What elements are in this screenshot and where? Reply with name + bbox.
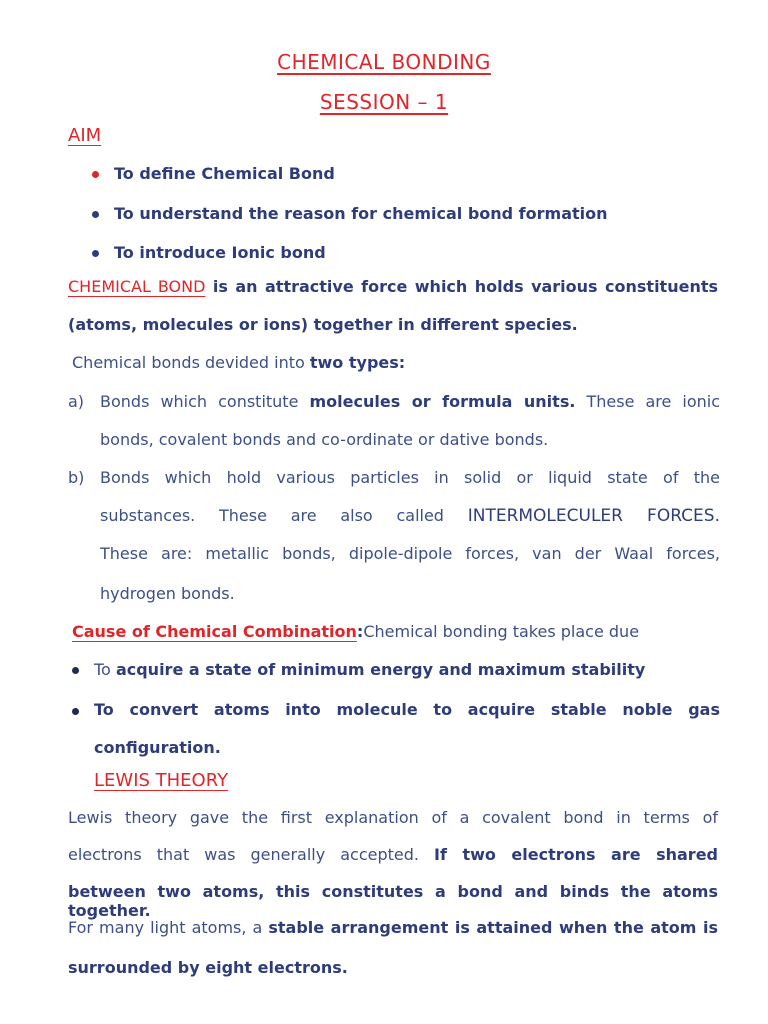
bullet-icon: [72, 667, 79, 674]
chemical-bond-term: CHEMICAL BOND: [68, 277, 206, 296]
cause-item: [94, 660, 645, 679]
cause-item-text: configuration.: [94, 738, 221, 757]
lewis-bold: between two atoms, this constitutes a bond and binds the atoms together.: [68, 882, 718, 920]
lewis-bold: If two electrons are shared: [434, 845, 718, 864]
type-a-bold: molecules or formula units.: [309, 392, 576, 411]
type-b-line: [100, 506, 720, 526]
type-a-line: [100, 392, 720, 411]
cause-heading: Cause of Chemical Combination: [72, 622, 357, 641]
aim-heading: AIM: [68, 125, 102, 146]
lewis-bold: stable arrangement is attained when the atom is: [268, 918, 718, 937]
type-b-text: Bonds which hold various particles in solid or liquid state of the: [100, 468, 720, 487]
list-marker: b): [68, 468, 85, 487]
document-title: CHEMICAL BONDING: [277, 50, 491, 74]
lewis-line: [68, 918, 718, 937]
definition-text: is an attractive force which holds various constituents: [212, 277, 719, 296]
definition-text: (atoms, molecules or ions) together in different species.: [68, 315, 578, 334]
lewis-text: For many light atoms, a: [68, 918, 269, 937]
lewis-bold: surrounded by eight electrons.: [68, 958, 348, 977]
bullet-icon: [72, 708, 79, 715]
cause-item-bold: acquire a state of minimum energy and maximum stability: [115, 660, 646, 679]
lewis-heading: LEWIS THEORY: [94, 770, 229, 791]
type-b-text: hydrogen bonds.: [100, 584, 235, 603]
cause-text: Chemical bonding takes place due: [363, 622, 640, 641]
type-a-text: bonds, covalent bonds and co-ordinate or dative bonds.: [100, 430, 549, 449]
type-a-text: Bonds which constitute: [100, 392, 310, 411]
types-intro-bold: two types:: [309, 353, 406, 372]
types-intro-text: Chemical bonds devided into: [72, 353, 310, 372]
lewis-line: [68, 845, 718, 864]
chemical-bond-definition-line: [68, 277, 718, 296]
type-a-text: These are ionic: [575, 392, 721, 411]
bullet-icon: [92, 250, 99, 257]
cause-colon: :: [356, 622, 364, 641]
session-heading: SESSION – 1: [319, 90, 449, 114]
type-b-text: These are: metallic bonds, dipole-dipole forces, van der Waal forces,: [100, 544, 720, 563]
aim-item: To introduce Ionic bond: [114, 243, 326, 262]
lewis-text: Lewis theory gave the first explanation of a covalent bond in terms of: [68, 808, 718, 827]
type-b-bold: INTERMOLECULER FORCES.: [467, 506, 720, 526]
cause-line: [72, 622, 722, 641]
aim-item: To understand the reason for chemical bond formation: [114, 204, 608, 223]
cause-item-text: To convert atoms into molecule to acquire stable noble gas: [94, 700, 720, 719]
bullet-icon: [92, 211, 99, 218]
cause-item-text: To: [94, 660, 116, 679]
types-intro: [72, 353, 722, 372]
bullet-icon: [92, 171, 99, 178]
type-b-text: substances. These are also called: [100, 506, 468, 525]
aim-item: To define Chemical Bond: [114, 164, 335, 183]
list-marker: a): [68, 392, 85, 411]
lewis-text: electrons that was generally accepted.: [68, 845, 435, 864]
